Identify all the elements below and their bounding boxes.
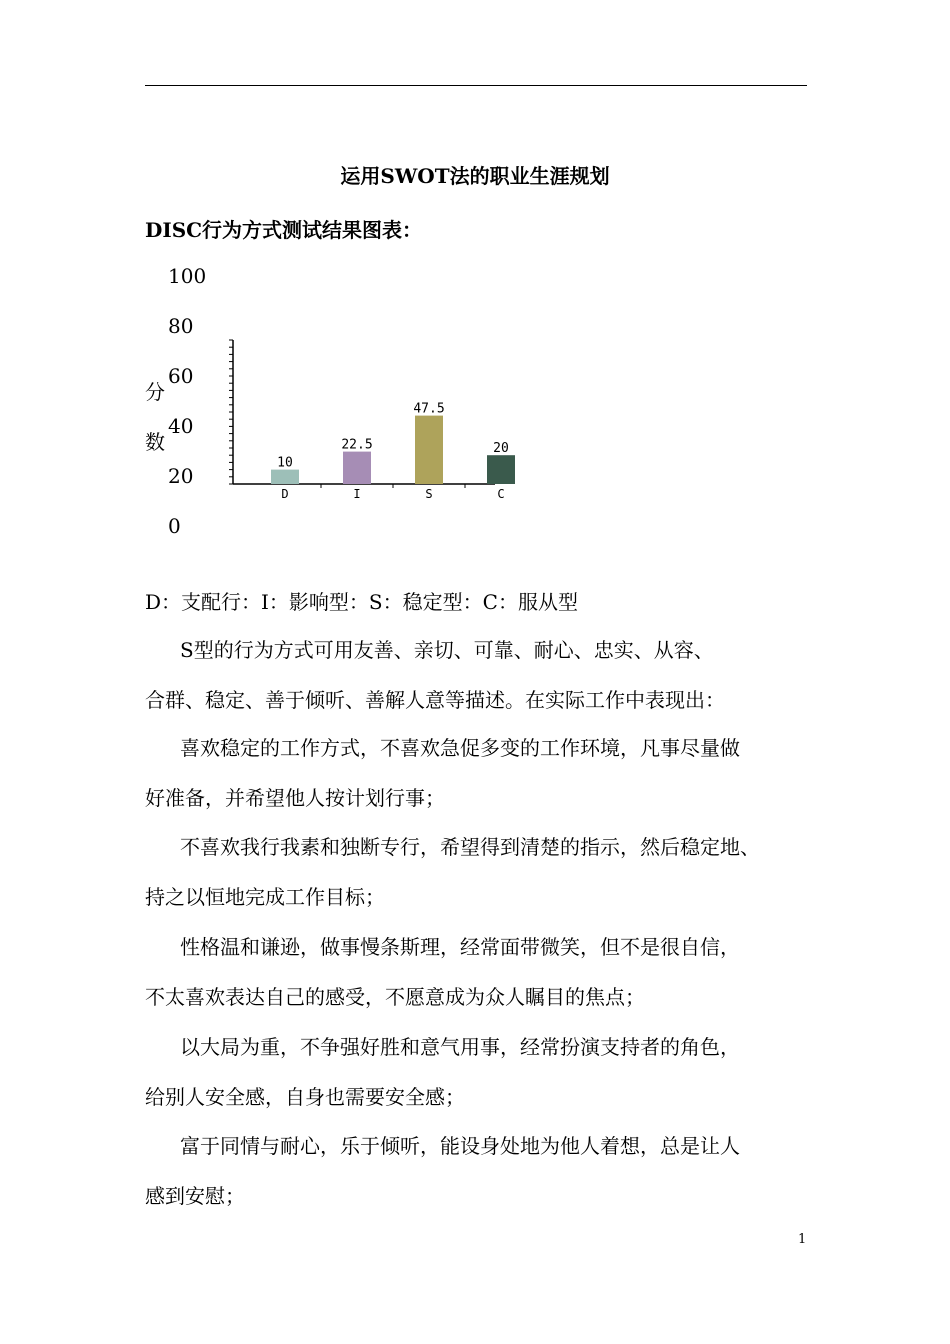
- paragraph-line: 不太喜欢表达自己的感受，不愿意成为众人瞩目的焦点；: [145, 985, 645, 1009]
- data-label: 20: [493, 441, 509, 457]
- paragraph: [145, 1121, 815, 1221]
- paragraph-line: S型的行为方式可用友善、亲切、可靠、耐心、忠实、从容、: [180, 638, 714, 662]
- chart-heading: DISC行为方式测试结果图表：: [145, 218, 423, 242]
- y-tick-label: 0: [168, 514, 181, 538]
- page-number: 1: [798, 1232, 807, 1247]
- y-axis-label-char: 分: [145, 380, 165, 404]
- paragraph-line: 合群、稳定、善于倾听、善解人意等描述。在实际工作中表现出：: [145, 688, 725, 712]
- paragraph-line: 持之以恒地完成工作目标；: [145, 885, 385, 909]
- data-label: 47.5: [413, 401, 445, 417]
- x-tick-label: D: [281, 487, 289, 501]
- paragraph-line: 性格温和谦逊，做事慢条斯理，经常面带微笑，但不是很自信，: [180, 935, 740, 959]
- paragraph-line: 以大局为重，不争强好胜和意气用事，经常扮演支持者的角色，: [180, 1035, 740, 1059]
- paragraph-line: 富于同情与耐心，乐于倾听，能设身处地为他人着想，总是让人: [180, 1134, 740, 1158]
- y-tick-label: 20: [168, 464, 194, 488]
- x-tick-label: S: [425, 487, 433, 501]
- paragraph: [145, 922, 815, 1022]
- x-tick-label: I: [353, 487, 361, 501]
- y-tick-label: 60: [168, 364, 194, 388]
- y-axis-label-char: 数: [145, 430, 165, 454]
- y-tick-label: 40: [168, 414, 194, 438]
- bar: [343, 452, 371, 484]
- paragraph: [145, 625, 815, 725]
- document-title: 运用SWOT法的职业生涯规划: [340, 164, 610, 188]
- paragraph: [145, 822, 815, 922]
- bar: [415, 416, 443, 484]
- paragraph-line: 感到安慰；: [145, 1184, 245, 1208]
- disc-bar-chart: [225, 330, 515, 505]
- paragraph-line: 喜欢稳定的工作方式，不喜欢急促多变的工作环境，凡事尽量做: [180, 736, 740, 760]
- paragraph-line: 给别人安全感，自身也需要安全感；: [145, 1085, 465, 1109]
- data-label: 10: [277, 455, 293, 471]
- paragraph: [145, 723, 815, 823]
- bar: [487, 455, 515, 484]
- data-label: 22.5: [341, 437, 373, 453]
- paragraph-line: 不喜欢我行我素和独断专行，希望得到清楚的指示，然后稳定地、: [180, 835, 760, 859]
- paragraph-line: 好准备，并希望他人按计划行事；: [145, 786, 445, 810]
- paragraph: [145, 1022, 815, 1122]
- bar: [271, 470, 299, 484]
- y-tick-label: 80: [168, 314, 194, 338]
- x-tick-label: C: [497, 487, 505, 501]
- y-tick-label: 100: [168, 264, 207, 288]
- type-legend: D：支配行：I：影响型：S：稳定型：C：服从型: [145, 590, 578, 614]
- header-rule: [145, 85, 807, 86]
